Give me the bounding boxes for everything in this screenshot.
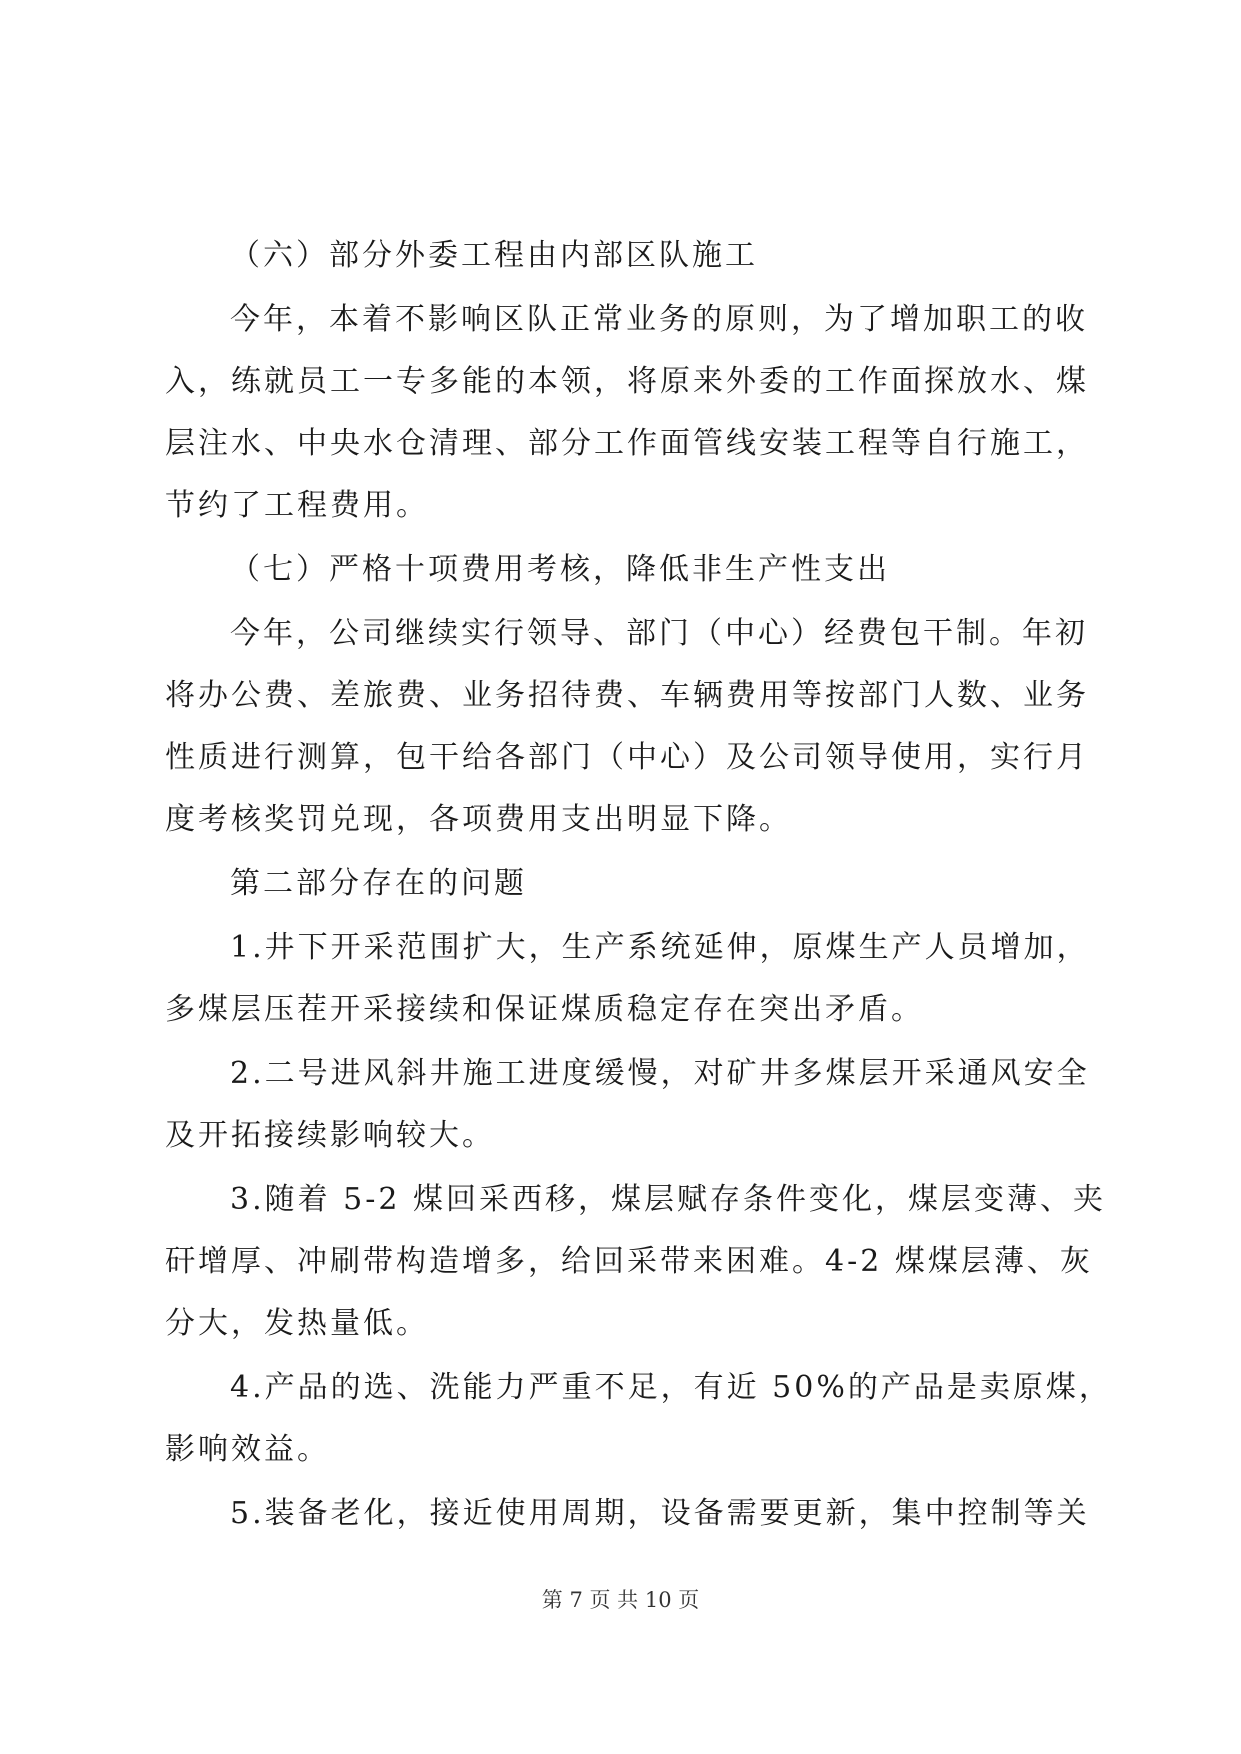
page-number-footer: 第 7 页 共 10 页 [541,1588,700,1612]
paragraph-line: 今年，本着不影响区队正常业务的原则，为了增加职工的收 [230,302,1088,337]
paragraph-line: 层注水、中央水仓清理、部分工作面管线安装工程等自行施工， [165,426,1089,461]
section-heading-7: （七）严格十项费用考核，降低非生产性支出 [230,552,890,587]
list-item-line: 多煤层压茬开采接续和保证煤质稳定存在突出矛盾。 [165,992,924,1027]
list-item-line: 矸增厚、冲刷带构造增多，给回采带来困难。4-2 煤煤层薄、灰 [165,1244,1093,1279]
list-item-line: 分大，发热量低。 [165,1306,429,1341]
list-item-line: 1.井下开采范围扩大，生产系统延伸，原煤生产人员增加， [230,930,1090,965]
paragraph-line: 将办公费、差旅费、业务招待费、车辆费用等按部门人数、业务 [165,678,1089,713]
paragraph-line: 节约了工程费用。 [165,488,429,523]
part2-heading: 第二部分存在的问题 [230,866,527,901]
paragraph-line: 入，练就员工一专多能的本领，将原来外委的工作面探放水、煤 [165,364,1089,399]
section-heading-6: （六）部分外委工程由内部区队施工 [230,238,758,273]
list-item-line: 4.产品的选、洗能力严重不足，有近 50%的产品是卖原煤， [230,1370,1112,1405]
paragraph-line: 今年，公司继续实行领导、部门（中心）经费包干制。年初 [230,616,1088,651]
paragraph-line: 性质进行测算，包干给各部门（中心）及公司领导使用，实行月 [165,740,1089,775]
list-item-line: 3.随着 5-2 煤回采西移，煤层赋存条件变化，煤层变薄、夹 [230,1182,1107,1217]
paragraph-line: 度考核奖罚兑现，各项费用支出明显下降。 [165,802,792,837]
list-item-line: 影响效益。 [165,1432,330,1467]
list-item-line: 及开拓接续影响较大。 [165,1118,495,1153]
list-item-line: 2.二号进风斜井施工进度缓慢，对矿井多煤层开采通风安全 [230,1056,1090,1091]
list-item-line: 5.装备老化，接近使用周期，设备需要更新，集中控制等关 [230,1496,1090,1531]
